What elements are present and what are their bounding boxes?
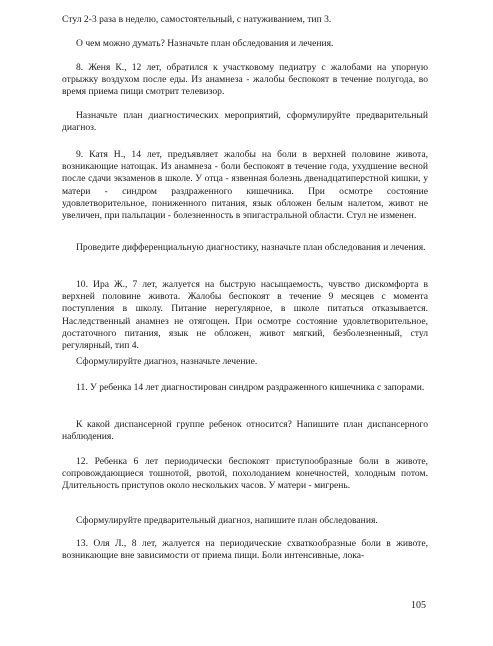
paragraph-text: К какой диспансерной группе ребенок относится? Напишите план диспансерного наблюдения. [62, 419, 428, 443]
case-11 [62, 382, 428, 394]
paragraph-text: 11. У ребенка 14 лет диагностирован синдром раздраженного кишечника с запорами. [76, 382, 425, 393]
paragraph-text: Сформулируйте диагноз, назначьте лечение. [76, 356, 258, 367]
question-prompt-12 [62, 515, 428, 527]
question-prompt-11 [62, 419, 428, 443]
question-prompt-1 [62, 38, 428, 50]
paragraph-stool-note [62, 14, 428, 26]
case-12 [62, 456, 428, 493]
question-prompt-9 [62, 242, 428, 254]
case-13 [62, 538, 428, 562]
paragraph-text: 10. Ира Ж., 7 лет, жалуется на быструю насыщаемость, чувство дискомфорта в верхней половине живота. Жалобы беспокоят в течение 9 месяцев с момента поступления в школу. Питание нерегулярное, в школе питаться отказывается. Наследственный анамнез не отягощен. При осмотре состояние удовлетворительное, достаточного питания, язык не обложен, живот мягкий, безболезненный, стул регулярный, тип 4. [62, 279, 428, 352]
paragraph-text: Назначьте план диагностических мероприятий, сформулируйте предварительный диагноз. [62, 110, 428, 134]
case-8 [62, 62, 428, 99]
paragraph-text: 12. Ребенка 6 лет периодически беспокоят приступообразные боли в животе, сопровождающиеся тошнотой, рвотой, похолоданием конечностей, холодным потом. Длительность приступов около нескольких часов. У матери - мигрень. [62, 456, 428, 492]
paragraph-text: Сформулируйте предварительный диагноз, напишите план обследования. [76, 515, 378, 526]
paragraph-text: Проведите дифференциальную диагностику, назначьте план обследования и лечения. [76, 242, 426, 253]
page-number: 105 [411, 600, 426, 611]
paragraph-text: 13. Оля Л., 8 лет, жалуется на периодические схваткообразные боли в животе, возникающие вне зависимости от приема пищи. Боли интенсивные, лока- [62, 538, 428, 562]
question-prompt-8 [62, 110, 428, 134]
paragraph-text: 9. Катя Н., 14 лет, предъявляет жалобы на боли в верхней половине живота, возникающие натощак. Из анамнеза - боли беспокоят в течение года, ухудшение весной после сдачи экзаменов в школе. У отца - язвенная болезнь двенадцатиперстной кишки, у матери - синдром раздраженного кишечника. При осмотре состояние удовлетворительное, пониженного питания, язык обложен белым налетом, живот не увеличен, при пальпации - болезненность в эпигастральной области. Стул не изменен. [62, 149, 428, 222]
question-prompt-10 [62, 356, 428, 368]
paragraph-text: 8. Женя К., 12 лет, обратился к участковому педиатру с жалобами на упорную отрыжку воздухом после еды. Из анамнеза - жалобы беспокоят в течение полугода, во время приема пищи смотрит телевизор. [62, 62, 428, 98]
case-9 [62, 149, 428, 222]
case-10 [62, 279, 428, 352]
paragraph-text: Стул 2-3 раза в неделю, самостоятельный, с натуживанием, тип 3. [62, 14, 332, 25]
paragraph-text: О чем можно думать? Назначьте план обследования и лечения. [76, 38, 334, 49]
